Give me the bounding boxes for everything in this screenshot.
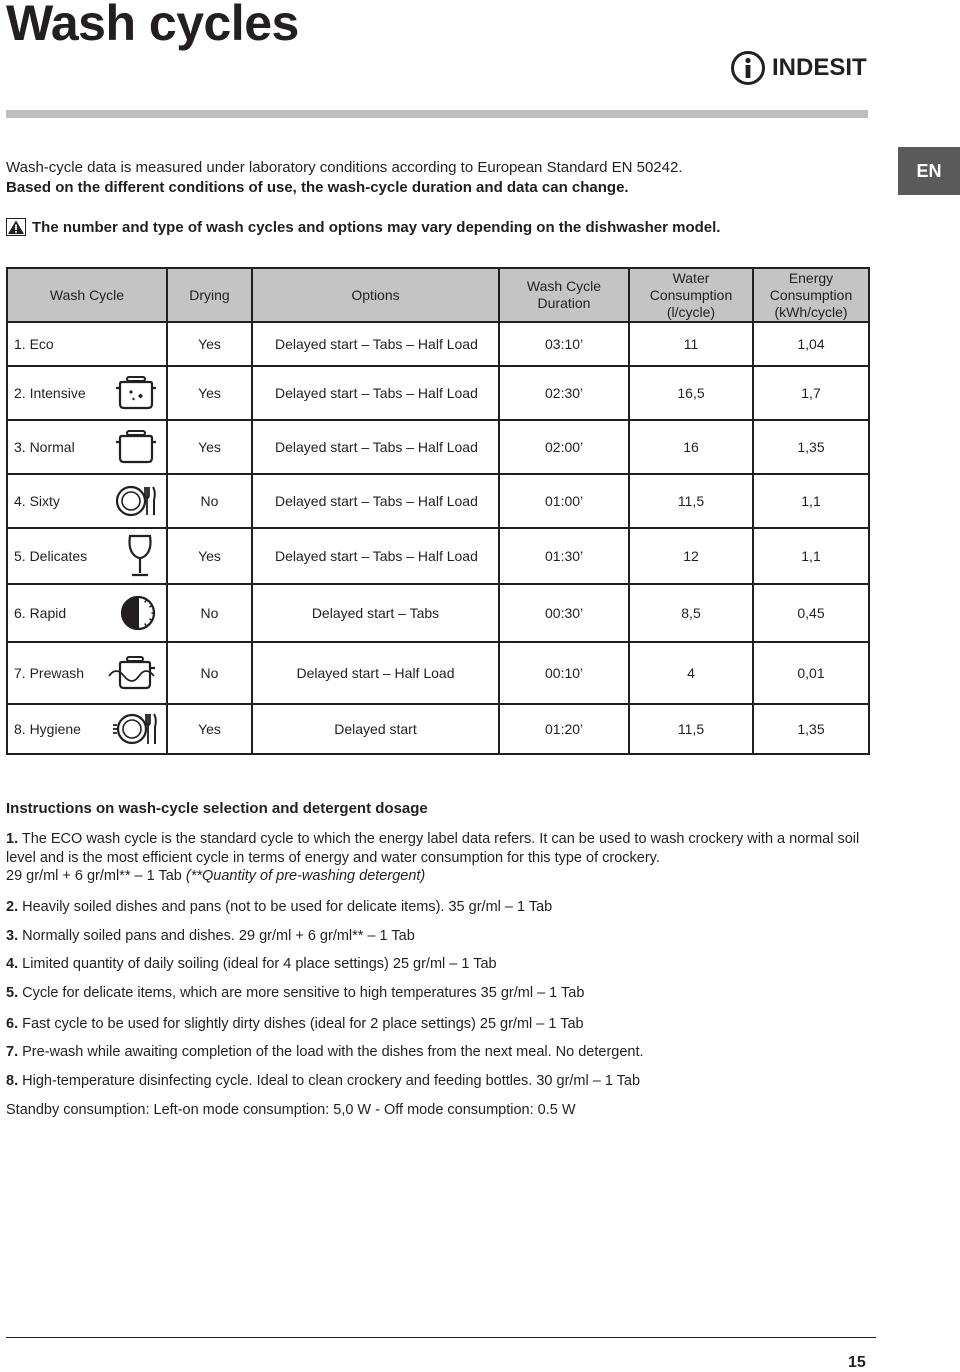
energy-cell: 1,35 — [753, 704, 869, 754]
duration-cell: 02:30’ — [499, 366, 629, 420]
options-cell: Delayed start – Tabs – Half Load — [252, 474, 499, 528]
table-row — [7, 642, 869, 704]
drying-cell: Yes — [167, 322, 252, 366]
options-cell: Delayed start — [252, 704, 499, 754]
header-cell: Wash Cycle Duration — [499, 268, 629, 322]
instruction-item: 3. Normally soiled pans and dishes. 29 gr/ml + 6 gr/ml** – 1 Tab — [6, 928, 415, 944]
intro-line-2: Based on the different conditions of use, the wash-cycle duration and data can change. — [6, 179, 629, 196]
energy-cell: 1,35 — [753, 420, 869, 474]
drying-cell: Yes — [167, 704, 252, 754]
drying-cell: Yes — [167, 528, 252, 584]
water-cell: 16,5 — [629, 366, 753, 420]
pot-wave-icon — [108, 654, 158, 692]
water-cell: 12 — [629, 528, 753, 584]
language-badge: EN — [898, 147, 960, 195]
duration-cell: 03:10’ — [499, 322, 629, 366]
instructions-heading: Instructions on wash-cycle selection and detergent dosage — [6, 800, 428, 817]
options-cell: Delayed start – Tabs – Half Load — [252, 322, 499, 366]
half-clock-icon — [118, 593, 158, 633]
water-cell: 11 — [629, 322, 753, 366]
options-cell: Delayed start – Half Load — [252, 642, 499, 704]
energy-cell: 1,1 — [753, 474, 869, 528]
instruction-item: 4. Limited quantity of daily soiling (ideal for 4 place settings) 25 gr/ml – 1 Tab — [6, 956, 497, 972]
options-cell: Delayed start – Tabs – Half Load — [252, 366, 499, 420]
energy-cell: 0,45 — [753, 584, 869, 642]
instruction-item: 8. High-temperature disinfecting cycle. Ideal to clean crockery and feeding bottles. 30 gr/ml – 1 Tab — [6, 1073, 641, 1089]
energy-cell: 1,04 — [753, 322, 869, 366]
water-cell: 11,5 — [629, 474, 753, 528]
table-row — [7, 528, 869, 584]
cycle-name-cell: 5. Delicates — [7, 528, 167, 584]
pot-icon — [114, 428, 158, 466]
standby-consumption: Standby consumption: Left-on mode consumption: 5,0 W - Off mode consumption: 0.5 W — [6, 1102, 576, 1118]
cycle-name-cell: 6. Rapid — [7, 584, 167, 642]
instruction-item: 2. Heavily soiled dishes and pans (not to be used for delicate items). 35 gr/ml – 1 Tab — [6, 899, 553, 915]
energy-cell: 0,01 — [753, 642, 869, 704]
options-cell: Delayed start – Tabs – Half Load — [252, 528, 499, 584]
brand-name: INDESIT — [772, 54, 867, 81]
table-row — [7, 322, 869, 366]
header-cell: Drying — [167, 268, 252, 322]
header-cell: Water Consumption (l/cycle) — [629, 268, 753, 322]
header-cell: Options — [252, 268, 499, 322]
cycle-name-cell: 8. Hygiene — [7, 704, 167, 754]
intro-text — [6, 158, 886, 198]
duration-cell: 00:30’ — [499, 584, 629, 642]
drying-cell: No — [167, 474, 252, 528]
plate-cutlery-hygiene-icon — [112, 709, 158, 749]
drying-cell: No — [167, 584, 252, 642]
duration-cell: 01:20’ — [499, 704, 629, 754]
drying-cell: No — [167, 642, 252, 704]
options-cell: Delayed start – Tabs – Half Load — [252, 420, 499, 474]
water-cell: 8,5 — [629, 584, 753, 642]
cycle-name-cell: 7. Prewash — [7, 642, 167, 704]
cycle-name-cell: 1. Eco — [7, 322, 167, 366]
options-cell: Delayed start – Tabs — [252, 584, 499, 642]
cycle-name-cell: 3. Normal — [7, 420, 167, 474]
plate-cutlery-icon — [114, 482, 158, 520]
brand-info-icon — [730, 50, 766, 86]
intro-line-1: Wash-cycle data is measured under laboratory conditions according to European Standard EN 50242. — [6, 159, 683, 176]
duration-cell: 01:30’ — [499, 528, 629, 584]
table-row — [7, 474, 869, 528]
table-header-row — [7, 268, 869, 322]
title-rule — [6, 110, 868, 118]
wash-cycles-table — [6, 267, 870, 755]
drying-cell: Yes — [167, 420, 252, 474]
warning-icon — [6, 218, 26, 236]
drying-cell: Yes — [167, 366, 252, 420]
warning-text: The number and type of wash cycles and options may vary depending on the dishwasher model. — [32, 218, 721, 236]
water-cell: 4 — [629, 642, 753, 704]
instruction-item: 1. The ECO wash cycle is the standard cycle to which the energy label data refers. It can be used to wash crockery with a normal soil level and is the most efficient cycle in terms of energy and water consumption for this type of crockery. 29 gr/ml + 6 gr/ml** – 1 Tab (**Quantity of pre-washing detergent) — [6, 831, 860, 884]
duration-cell: 02:00’ — [499, 420, 629, 474]
footer-rule — [6, 1337, 876, 1338]
brand-logo — [730, 50, 867, 86]
instruction-item: 5. Cycle for delicate items, which are more sensitive to high temperatures 35 gr/ml – 1 Tab — [6, 985, 585, 1001]
water-cell: 16 — [629, 420, 753, 474]
duration-cell: 01:00’ — [499, 474, 629, 528]
header-cell: Wash Cycle — [7, 268, 167, 322]
table-row — [7, 366, 869, 420]
warning-note — [6, 218, 886, 236]
cycle-name-cell: 2. Intensive — [7, 366, 167, 420]
table-row — [7, 584, 869, 642]
energy-cell: 1,1 — [753, 528, 869, 584]
pot-sparkle-icon — [114, 374, 158, 412]
wine-glass-icon — [122, 533, 158, 579]
cycle-name-cell: 4. Sixty — [7, 474, 167, 528]
energy-cell: 1,7 — [753, 366, 869, 420]
header-cell: Energy Consumption (kWh/cycle) — [753, 268, 869, 322]
table-row — [7, 420, 869, 474]
duration-cell: 00:10’ — [499, 642, 629, 704]
page-title: Wash cycles — [6, 0, 299, 51]
water-cell: 11,5 — [629, 704, 753, 754]
instruction-item: 7. Pre-wash while awaiting completion of the load with the dishes from the next meal. No detergent. — [6, 1044, 644, 1060]
page-number: 15 — [848, 1354, 866, 1371]
table-row — [7, 704, 869, 754]
instruction-item: 6. Fast cycle to be used for slightly dirty dishes (ideal for 2 place settings) 25 gr/ml – 1 Tab — [6, 1016, 584, 1032]
